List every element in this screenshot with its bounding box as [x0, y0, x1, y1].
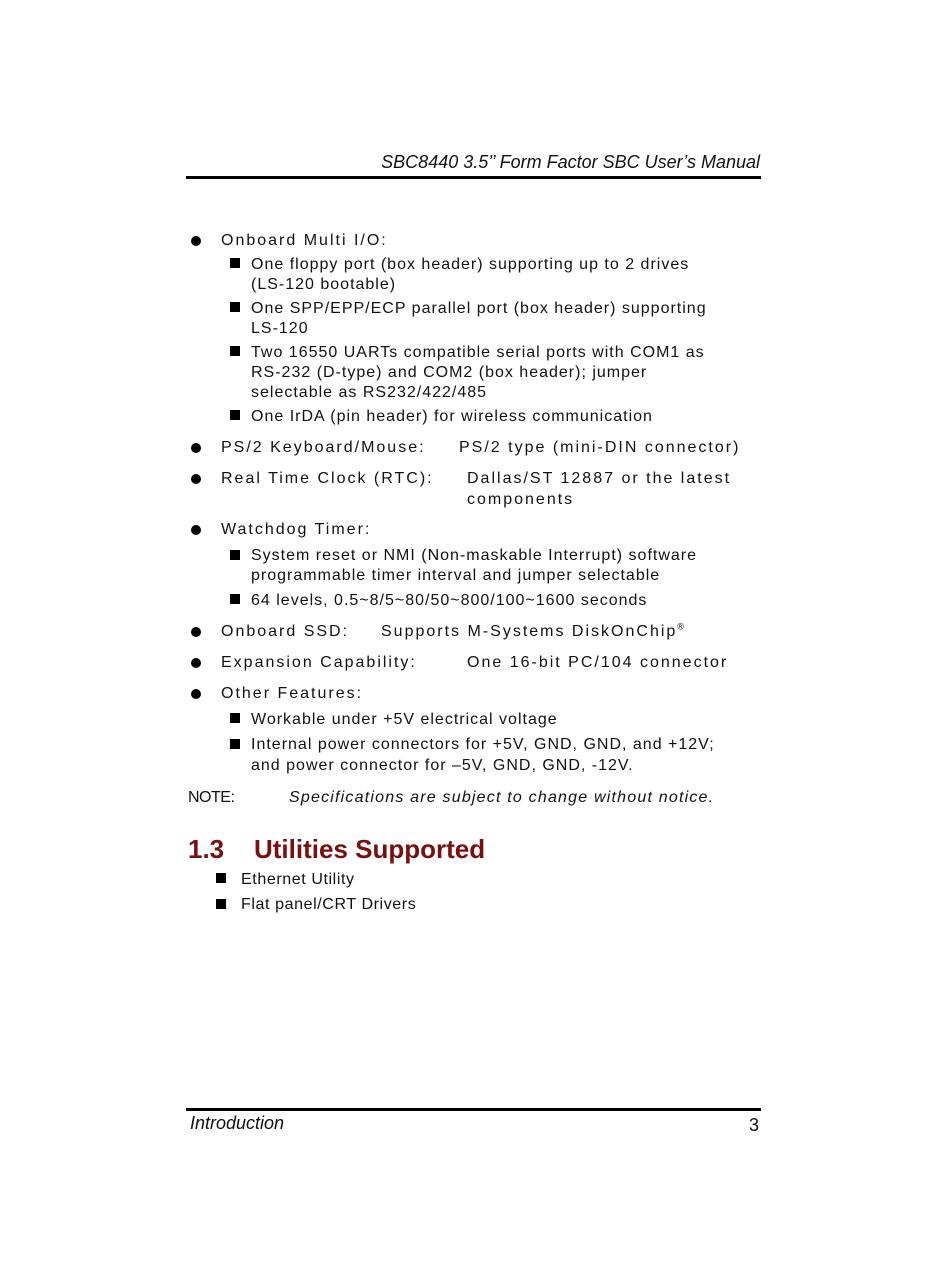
- multi-io-item-1-line-1: One floppy port (box header) supporting up to 2 drives: [251, 256, 690, 273]
- rtc-label: Real Time Clock (RTC):: [221, 470, 434, 487]
- ssd-value: [381, 622, 686, 642]
- square-bullet-icon: [216, 899, 226, 909]
- multi-io-label: Onboard Multi I/O:: [221, 232, 388, 249]
- multi-io-item-2-line-2: LS-120: [251, 320, 309, 337]
- square-bullet-icon: [230, 410, 240, 420]
- other-item-1-line-1: Workable under +5V electrical voltage: [251, 711, 558, 728]
- other-item-2-line-2: and power connector for –5V, GND, GND, -12V.: [251, 757, 634, 774]
- square-bullet-icon: [230, 346, 240, 356]
- bullet-icon: [191, 474, 201, 484]
- bullet-icon: [191, 443, 201, 453]
- keyboard-value: PS/2 type (mini-DIN connector): [459, 439, 741, 456]
- expansion-value: One 16-bit PC/104 connector: [467, 654, 729, 671]
- square-bullet-icon: [230, 713, 240, 723]
- ssd-value-text: Supports M-Systems DiskOnChip: [381, 623, 678, 640]
- multi-io-item-4-line-1: One IrDA (pin header) for wireless communication: [251, 408, 653, 425]
- multi-io-item-3-line-3: selectable as RS232/422/485: [251, 384, 488, 401]
- running-header: SBC8440 3.5’’ Form Factor SBC User’s Manual: [381, 152, 760, 172]
- watchdog-item-1-line-2: programmable timer interval and jumper selectable: [251, 567, 661, 584]
- bullet-icon: [191, 689, 201, 699]
- square-bullet-icon: [230, 550, 240, 560]
- expansion-label: Expansion Capability:: [221, 654, 417, 671]
- keyboard-label: PS/2 Keyboard/Mouse:: [221, 439, 426, 456]
- bullet-icon: [191, 525, 201, 535]
- bullet-icon: [191, 627, 201, 637]
- rtc-value-line-2: components: [467, 491, 575, 508]
- registered-mark: ®: [677, 621, 686, 632]
- ssd-label: Onboard SSD:: [221, 623, 350, 640]
- note-text: Specifications are subject to change without notice.: [289, 789, 715, 806]
- square-bullet-icon: [230, 258, 240, 268]
- other-features-label: Other Features:: [221, 685, 364, 702]
- other-item-2-line-1: Internal power connectors for +5V, GND, GND, and +12V;: [251, 736, 715, 753]
- multi-io-item-2-line-1: One SPP/EPP/ECP parallel port (box header) supporting: [251, 300, 707, 317]
- bullet-icon: [191, 236, 201, 246]
- section-title: Utilities Supported: [254, 834, 486, 864]
- bullet-icon: [191, 658, 201, 668]
- watchdog-item-2-line-1: 64 levels, 0.5~8/5~80/50~800/100~1600 seconds: [251, 592, 648, 609]
- note-label: NOTE:: [188, 789, 235, 806]
- utility-item-1: Ethernet Utility: [241, 871, 355, 888]
- square-bullet-icon: [230, 739, 240, 749]
- utility-item-2: Flat panel/CRT Drivers: [241, 896, 417, 913]
- footer-chapter: Introduction: [190, 1113, 285, 1133]
- square-bullet-icon: [230, 594, 240, 604]
- footer-rule: [186, 1108, 761, 1111]
- multi-io-item-3-line-1: Two 16550 UARTs compatible serial ports with COM1 as: [251, 344, 705, 361]
- page-number: 3: [749, 1115, 760, 1135]
- multi-io-item-3-line-2: RS-232 (D-type) and COM2 (box header); jumper: [251, 364, 648, 381]
- watchdog-label: Watchdog Timer:: [221, 521, 372, 538]
- header-rule: [186, 176, 761, 179]
- square-bullet-icon: [216, 873, 226, 883]
- square-bullet-icon: [230, 302, 240, 312]
- rtc-value-line-1: Dallas/ST 12887 or the latest: [467, 470, 732, 487]
- section-number: 1.3: [188, 834, 225, 864]
- multi-io-item-1-line-2: (LS-120 bootable): [251, 276, 397, 293]
- watchdog-item-1-line-1: System reset or NMI (Non-maskable Interrupt) software: [251, 547, 698, 564]
